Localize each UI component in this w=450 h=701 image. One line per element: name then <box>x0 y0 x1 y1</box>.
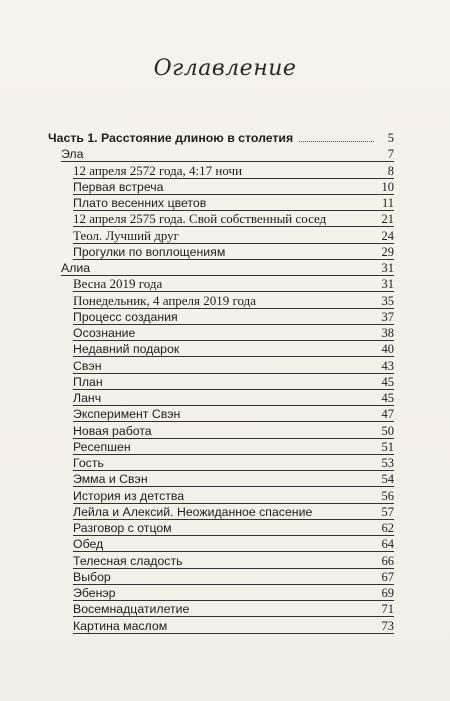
toc-entry-title: Эксперимент Свэн <box>73 407 181 422</box>
toc-entry-title: Лейла и Алексий. Неожиданное спасение <box>73 504 313 519</box>
toc-section-entry <box>73 455 394 471</box>
toc-section-entry <box>73 406 394 422</box>
toc-page-number: 29 <box>381 244 394 259</box>
toc-entry-title: Ланч <box>73 391 102 405</box>
toc-page-number: 53 <box>381 456 394 470</box>
toc-entry-title: Восемнадцатилетие <box>73 602 190 617</box>
toc-page-number: 51 <box>381 439 394 454</box>
toc-section-entry <box>73 276 394 292</box>
toc-part-entry <box>48 130 394 146</box>
toc-page-number: 31 <box>381 277 394 292</box>
toc-entry-title: Понедельник, 4 апреля 2019 года <box>73 292 257 308</box>
toc-section-entry <box>73 179 394 195</box>
toc-page-number: 47 <box>381 407 394 422</box>
toc-section-entry <box>73 488 394 504</box>
toc-section-entry <box>73 325 394 341</box>
toc-entry-title: План <box>73 374 103 389</box>
toc-entry-title: Разговор с отцом <box>73 521 172 535</box>
toc-page-number: 8 <box>387 163 394 178</box>
toc-entry-title: Недавний подарок <box>73 342 180 357</box>
toc-entry-title: История из детства <box>73 488 185 503</box>
toc-page-number: 66 <box>381 553 394 568</box>
toc-page-number: 43 <box>381 358 394 373</box>
toc-page-number: 56 <box>381 488 394 503</box>
toc-entry-title: Свэн <box>73 358 102 373</box>
toc-entry-title: Прогулки по воплощениям <box>73 244 226 259</box>
toc-section-entry <box>73 390 394 406</box>
toc-entry-title: Телесная сладость <box>73 553 183 568</box>
toc-section-entry <box>73 211 394 227</box>
toc-entry-title: Плато весенних цветов <box>73 196 207 210</box>
toc-section-entry <box>73 228 394 244</box>
toc-page-number: 11 <box>381 196 394 210</box>
toc-entry-title: Первая встреча <box>73 179 164 194</box>
toc-section-entry <box>73 618 394 634</box>
toc-section-entry <box>73 195 394 211</box>
toc-chapter-entry <box>61 146 394 162</box>
toc-section-entry <box>73 309 394 325</box>
toc-page-number: 40 <box>381 342 394 357</box>
toc-page-number: 24 <box>381 228 394 243</box>
toc-section-entry <box>73 439 394 455</box>
toc-entry-title: Картина маслом <box>73 618 168 633</box>
toc-page-number: 73 <box>381 618 394 633</box>
toc-section-entry <box>73 585 394 601</box>
toc-entry-title: Часть 1. Расстояние длиною в столетия <box>48 131 294 145</box>
toc-section-entry <box>73 374 394 390</box>
toc-entry-title: Весна 2019 года <box>73 276 163 292</box>
toc-section-entry <box>73 601 394 617</box>
toc-page-number: 7 <box>387 147 394 162</box>
toc-page-number: 57 <box>381 504 394 519</box>
toc-entry-title: 12 апреля 2572 года, 4:17 ночи <box>73 162 243 178</box>
toc-entry-title: Эмма и Свэн <box>73 472 148 487</box>
toc-page-number: 31 <box>381 261 394 275</box>
toc-section-entry <box>73 358 394 374</box>
toc-chapter-entry <box>61 260 394 276</box>
toc-section-entry <box>73 423 394 439</box>
toc-section-entry <box>73 244 394 260</box>
toc-page-number: 35 <box>381 293 394 308</box>
dot-leader <box>299 131 374 142</box>
toc-entry-title: Осознание <box>73 326 136 340</box>
toc-section-entry <box>73 471 394 487</box>
page-title: Оглавление <box>153 56 297 81</box>
toc-page-number: 71 <box>381 602 394 617</box>
toc-page-number: 69 <box>381 586 394 600</box>
toc-section-entry <box>73 553 394 569</box>
toc-entry-title: Эла <box>61 147 84 162</box>
toc-section-entry <box>73 504 394 520</box>
toc-entry-title: Гость <box>73 456 104 470</box>
toc-section-entry <box>73 520 394 536</box>
toc-page-number: 45 <box>381 374 394 389</box>
toc-page-number: 67 <box>381 569 394 584</box>
toc-section-entry <box>73 163 394 179</box>
entry-rule <box>73 633 394 634</box>
toc-page-number: 10 <box>381 179 394 194</box>
toc-entry-title: Выбор <box>73 569 111 584</box>
toc-section-entry <box>73 341 394 357</box>
toc-page-number: 62 <box>381 521 394 535</box>
toc-page-number: 64 <box>381 537 394 552</box>
toc-section-entry <box>73 569 394 585</box>
toc-page-number: 45 <box>381 391 394 405</box>
toc-entry-title: Процесс создания <box>73 309 178 324</box>
toc-entry-title: 12 апреля 2575 года. Свой собственный сосед <box>73 211 327 227</box>
toc-entry-title: Эбенэр <box>73 586 116 600</box>
toc-entry-title: Теол. Лучший друг <box>73 227 180 243</box>
toc-entry-title: Новая работа <box>73 423 152 438</box>
toc-entry-title: Алиа <box>61 261 91 275</box>
toc-section-entry <box>73 293 394 309</box>
toc-page-number: 21 <box>381 212 394 227</box>
toc-entry-title: Обед <box>73 537 104 552</box>
toc-page-number: 50 <box>381 423 394 438</box>
toc-page-number: 5 <box>387 131 394 145</box>
toc-page-number: 37 <box>381 309 394 324</box>
toc-entry-title: Ресепшен <box>73 439 131 454</box>
toc-page-number: 54 <box>381 472 394 487</box>
toc-page-number: 38 <box>381 326 394 340</box>
toc-section-entry <box>73 536 394 552</box>
